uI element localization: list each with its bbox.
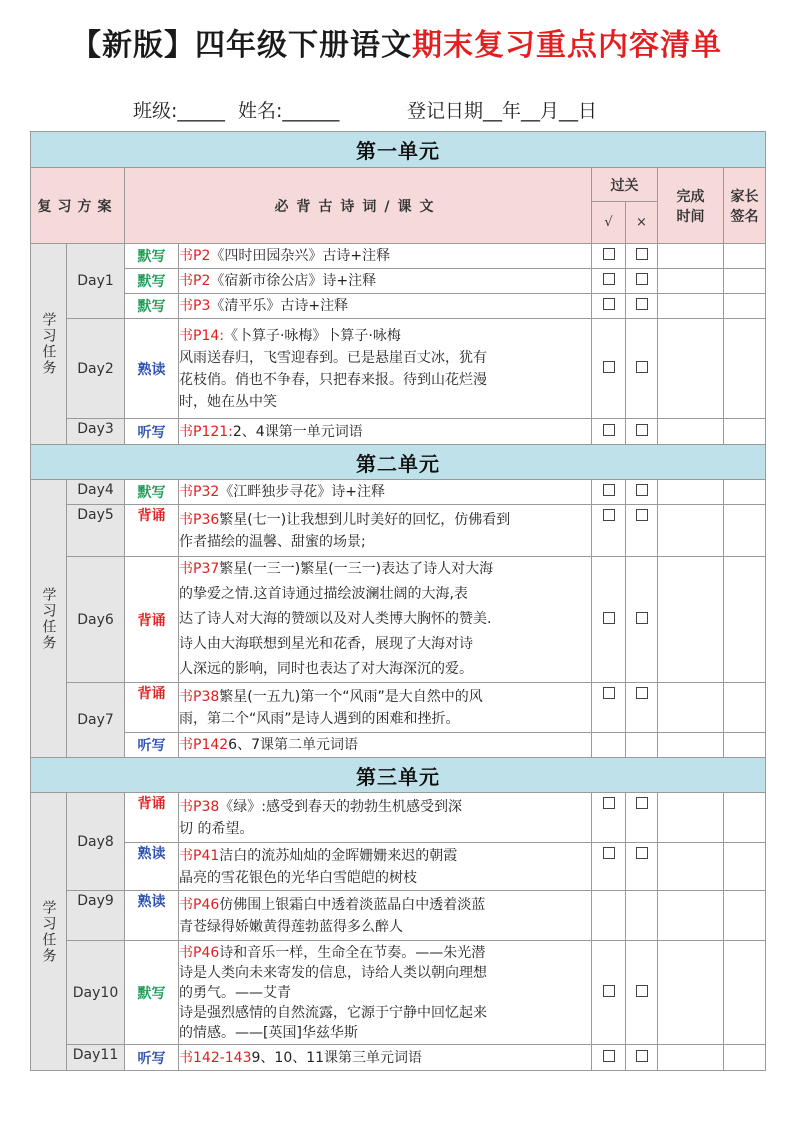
parent-sign-cell[interactable] (724, 480, 766, 505)
pass-checkbox[interactable] (603, 273, 615, 285)
action-label: 听写 (125, 419, 179, 445)
task-content: 书P121:2、4课第一单元词语 (179, 419, 592, 445)
fail-cell (626, 733, 658, 758)
pass-checkbox[interactable] (603, 248, 615, 260)
task-content: 书P32《江畔独步寻花》诗+注释 (179, 480, 592, 505)
fail-checkbox[interactable] (636, 484, 648, 496)
task-content: 书P14:《卜算子·咏梅》卜算子·咏梅 风雨送春归，飞雪迎春到。已是悬崖百丈冰，犹有 花枝俏。俏也不争春，只把春来报。待到山花烂漫 时，她在丛中笑 (179, 319, 592, 419)
header-sign: 家长 签名 (724, 168, 766, 244)
completion-time-cell[interactable] (658, 419, 724, 445)
fail-checkbox[interactable] (636, 361, 648, 373)
action-label: 默写 (125, 244, 179, 269)
header-plan: 复习方案 (31, 168, 125, 244)
fail-checkbox[interactable] (636, 797, 648, 809)
task-content: 书P37繁星(一三一)繁星(一三一)表达了诗人对大海 的挚爱之情.这首诗通过描绘波澜壮阔的大海,表 达了诗人对大海的赞颂以及对人类博大胸怀的赞美. 诗人由大海联想到星光和花香，展现了大海对诗 人深远的影响，同时也表达了对大海深沉的爱。 (179, 557, 592, 683)
parent-sign-cell[interactable] (724, 319, 766, 419)
completion-time-cell[interactable] (658, 793, 724, 843)
fail-checkbox[interactable] (636, 985, 648, 997)
completion-time-cell[interactable] (658, 941, 724, 1045)
header-time: 完成 时间 (658, 168, 724, 244)
fail-checkbox[interactable] (636, 273, 648, 285)
action-label: 听写 (125, 733, 179, 758)
day-label: Day4 (67, 480, 125, 505)
parent-sign-cell[interactable] (724, 941, 766, 1045)
action-label: 默写 (125, 941, 179, 1045)
pass-checkbox[interactable] (603, 612, 615, 624)
completion-time-cell[interactable] (658, 480, 724, 505)
task-label-unit2: 学习任务 (31, 480, 67, 758)
unit-3-title: 第三单元 (31, 758, 766, 793)
pass-checkbox[interactable] (603, 361, 615, 373)
completion-time-cell[interactable] (658, 294, 724, 319)
parent-sign-cell[interactable] (724, 269, 766, 294)
unit-1-title: 第一单元 (31, 132, 766, 168)
parent-sign-cell[interactable] (724, 1045, 766, 1071)
action-label: 熟读 (125, 891, 179, 941)
task-content: 书P2《四时田园杂兴》古诗+注释 (179, 244, 592, 269)
name-field[interactable]: 姓名:______ (238, 100, 340, 122)
date-field[interactable]: 登记日期__年__月__日 (407, 100, 598, 122)
fail-checkbox[interactable] (636, 687, 648, 699)
pass-checkbox[interactable] (603, 985, 615, 997)
completion-time-cell[interactable] (658, 683, 724, 733)
pass-checkbox[interactable] (603, 847, 615, 859)
title-highlight: 期末复习重点内容清单 (412, 28, 722, 63)
pass-cell (592, 891, 626, 941)
document-title (0, 20, 793, 64)
completion-time-cell[interactable] (658, 244, 724, 269)
fail-cell (626, 891, 658, 941)
fail-checkbox[interactable] (636, 612, 648, 624)
task-label-unit1: 学习任务 (31, 244, 67, 445)
unit-2-title: 第二单元 (31, 445, 766, 480)
pass-checkbox[interactable] (603, 484, 615, 496)
parent-sign-cell[interactable] (724, 244, 766, 269)
day-label: Day9 (67, 891, 125, 941)
parent-sign-cell[interactable] (724, 419, 766, 445)
day-label: Day1 (67, 244, 125, 319)
task-content: 书P38繁星(一五九)第一个“风雨”是大自然中的风 雨，第二个“风雨”是诗人遇到的困难和挫折。 (179, 683, 592, 733)
completion-time-cell[interactable] (658, 733, 724, 758)
action-label: 背诵 (125, 557, 179, 683)
day-label: Day5 (67, 505, 125, 557)
header-poem: 必背古诗词/课文 (125, 168, 592, 244)
fail-checkbox[interactable] (636, 248, 648, 260)
action-label: 熟读 (125, 319, 179, 419)
task-content: 书P46仿佛围上银霜白中透着淡蓝晶白中透着淡蓝 青苍绿得娇嫩黄得莲勃蓝得多么醉人 (179, 891, 592, 941)
header-pass: 过关 (592, 168, 658, 202)
parent-sign-cell[interactable] (724, 733, 766, 758)
header-check: √ (592, 202, 626, 244)
fail-checkbox[interactable] (636, 1050, 648, 1062)
day-label: Day6 (67, 557, 125, 683)
task-content: 书P2《宿新市徐公店》诗+注释 (179, 269, 592, 294)
task-label-unit3: 学习任务 (31, 793, 67, 1071)
parent-sign-cell[interactable] (724, 793, 766, 843)
completion-time-cell[interactable] (658, 891, 724, 941)
pass-checkbox[interactable] (603, 509, 615, 521)
action-label: 默写 (125, 269, 179, 294)
parent-sign-cell[interactable] (724, 891, 766, 941)
task-content: 书P41洁白的流苏灿灿的金晖姗姗来迟的朝霞 晶亮的雪花银色的光华白雪皑皑的树枝 (179, 843, 592, 891)
task-content: 书P3《清平乐》古诗+注释 (179, 294, 592, 319)
action-label: 默写 (125, 294, 179, 319)
fail-checkbox[interactable] (636, 298, 648, 310)
parent-sign-cell[interactable] (724, 557, 766, 683)
info-line (0, 96, 793, 126)
fail-checkbox[interactable] (636, 424, 648, 436)
task-content: 书142-1439、10、11课第三单元词语 (179, 1045, 592, 1071)
completion-time-cell[interactable] (658, 557, 724, 683)
pass-checkbox[interactable] (603, 687, 615, 699)
action-label: 熟读 (125, 843, 179, 891)
parent-sign-cell[interactable] (724, 843, 766, 891)
completion-time-cell[interactable] (658, 1045, 724, 1071)
day-label: Day2 (67, 319, 125, 419)
pass-checkbox[interactable] (603, 797, 615, 809)
parent-sign-cell[interactable] (724, 294, 766, 319)
title-main: 【新版】四年级下册语文 (71, 28, 412, 63)
parent-sign-cell[interactable] (724, 505, 766, 557)
action-label: 背诵 (125, 683, 179, 733)
pass-checkbox[interactable] (603, 298, 615, 310)
task-content: 书P36繁星(七一)让我想到儿时美好的回忆，仿佛看到 作者描绘的温馨、甜蜜的场景; (179, 505, 592, 557)
class-field[interactable]: 班级:_____ (133, 100, 225, 122)
task-content: 书P46诗和音乐一样，生命全在节奏。——朱光潜 诗是人类向未来寄发的信息，诗给人类以朝向理想 的勇气。——艾青 诗是强烈感情的自然流露，它源于宁静中回忆起来 的情感。——[英国]华兹华斯 (179, 941, 592, 1045)
completion-time-cell[interactable] (658, 269, 724, 294)
task-content: 书P38《绿》:感受到春天的勃勃生机感受到深 切 的希望。 (179, 793, 592, 843)
pass-checkbox[interactable] (603, 1050, 615, 1062)
action-label: 默写 (125, 480, 179, 505)
completion-time-cell[interactable] (658, 843, 724, 891)
completion-time-cell[interactable] (658, 505, 724, 557)
day-label: Day7 (67, 683, 125, 758)
parent-sign-cell[interactable] (724, 683, 766, 733)
completion-time-cell[interactable] (658, 319, 724, 419)
day-label: Day3 (67, 419, 125, 445)
action-label: 背诵 (125, 793, 179, 843)
fail-checkbox[interactable] (636, 847, 648, 859)
task-content: 书P1426、7课第二单元词语 (179, 733, 592, 758)
pass-checkbox[interactable] (603, 424, 615, 436)
action-label: 听写 (125, 1045, 179, 1071)
day-label: Day10 (67, 941, 125, 1045)
day-label: Day8 (67, 793, 125, 891)
day-label: Day11 (67, 1045, 125, 1071)
review-checklist-table (30, 131, 766, 1071)
header-cross: × (626, 202, 658, 244)
action-label: 背诵 (125, 505, 179, 557)
pass-cell (592, 733, 626, 758)
fail-checkbox[interactable] (636, 509, 648, 521)
